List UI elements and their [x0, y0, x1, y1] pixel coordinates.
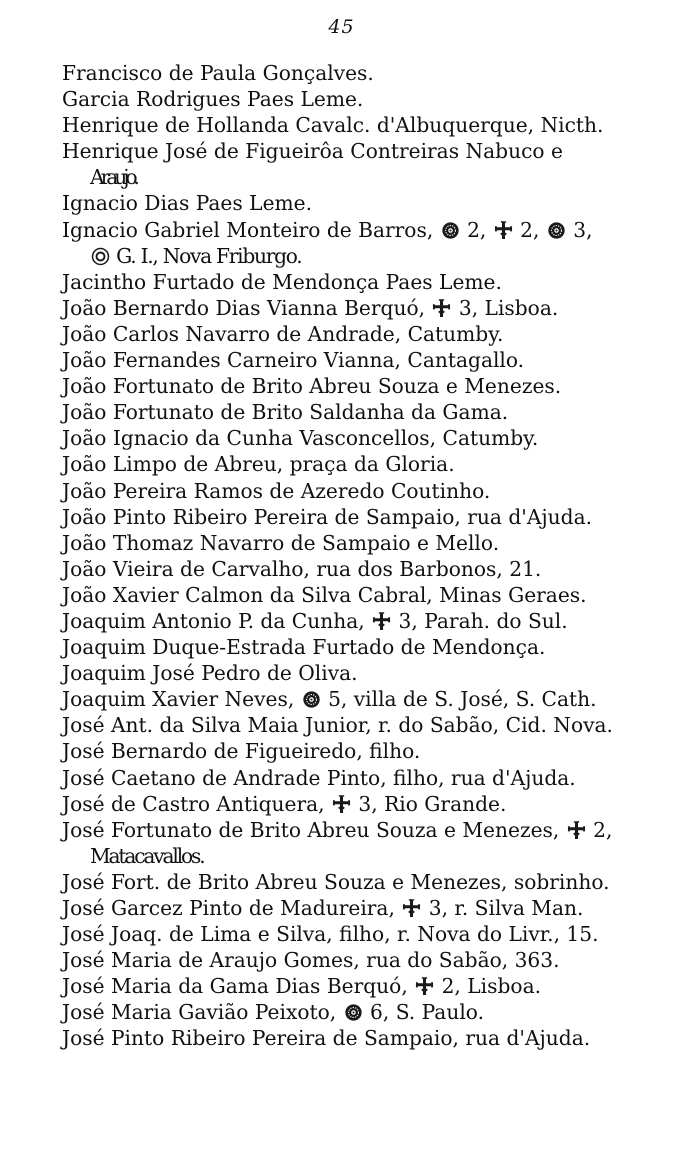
- list-item: [62, 60, 657, 86]
- list-item: [62, 817, 657, 843]
- list-item: [62, 112, 657, 138]
- circle-order-icon: [91, 247, 110, 266]
- entry-text: João Fortunato de Brito Abreu Souza e Menezes.: [62, 374, 562, 399]
- entry-text: 2,: [513, 217, 546, 242]
- list-item: [62, 425, 657, 451]
- entry-text: Joaquim Duque-Estrada Furtado de Mendonça.: [62, 635, 546, 660]
- list-item: [62, 347, 657, 373]
- cross-order-icon: [372, 612, 391, 631]
- entry-text: Araujo.: [90, 165, 136, 190]
- list-item: [62, 530, 657, 556]
- entry-text: Matacavallos.: [90, 843, 204, 868]
- entry-text: 3,: [566, 217, 593, 242]
- entry-text: José Bernardo de Figueiredo, filho.: [62, 739, 421, 764]
- entry-text: G. I., Nova Friburgo.: [111, 243, 302, 268]
- list-item: [62, 582, 657, 608]
- entry-text: José Ant. da Silva Maia Junior, r. do Sabão, Cid. Nova.: [62, 713, 613, 738]
- entry-text: João Pereira Ramos de Azeredo Coutinho.: [62, 478, 491, 503]
- list-item-continuation: [62, 164, 657, 190]
- entry-text: João Fortunato de Brito Saldanha da Gama.: [62, 400, 509, 425]
- list-item: [62, 295, 657, 321]
- entry-text: 2,: [586, 817, 613, 842]
- entry-text: 3, Rio Grande.: [351, 791, 507, 816]
- list-item: [62, 660, 657, 686]
- entry-text: João Carlos Navarro de Andrade, Catumby.: [62, 321, 504, 346]
- cross-order-icon: [567, 821, 586, 840]
- list-item: [62, 765, 657, 791]
- entry-text: João Bernardo Dias Vianna Berquó,: [62, 295, 432, 320]
- entry-text: 6, S. Paulo.: [363, 1000, 485, 1025]
- cross-order-icon: [402, 899, 421, 918]
- list-item: [62, 686, 657, 712]
- list-item: [62, 321, 657, 347]
- entry-text: João Thomaz Navarro de Sampaio e Mello.: [62, 530, 500, 555]
- entry-text: José Garcez Pinto de Madureira,: [62, 896, 402, 920]
- rose-order-icon: [302, 690, 321, 709]
- list-item: [62, 478, 657, 504]
- entry-text: José Maria de Araujo Gomes, rua do Sabão, 363.: [62, 948, 560, 973]
- entry-text: João Fernandes Carneiro Vianna, Cantagallo.: [62, 348, 525, 373]
- entry-text: Henrique de Hollanda Cavalc. d'Albuquerque, Nicth.: [62, 113, 604, 138]
- entry-text: 3, Parah. do Sul.: [392, 608, 568, 633]
- list-item: [62, 373, 657, 399]
- list-item: [62, 712, 657, 738]
- entry-text: Francisco de Paula Gonçalves.: [62, 61, 374, 85]
- list-item: [62, 504, 657, 530]
- entry-text: Joaquim Xavier Neves,: [62, 687, 301, 712]
- entry-text: José de Castro Antiquera,: [62, 791, 331, 816]
- page-number: 45: [328, 16, 355, 38]
- entry-text: Jacintho Furtado de Mendonça Paes Leme.: [62, 269, 502, 294]
- name-list: [62, 60, 657, 1052]
- list-item-continuation: [62, 843, 657, 869]
- list-item: [62, 921, 657, 947]
- list-item: [62, 608, 657, 634]
- entry-text: Joaquim Antonio P. da Cunha,: [62, 608, 372, 633]
- entry-text: 3, r. Silva Man.: [422, 896, 584, 920]
- entry-text: José Fortunato de Brito Abreu Souza e Menezes,: [62, 817, 566, 842]
- list-item: [62, 86, 657, 112]
- list-item: [62, 269, 657, 295]
- entry-text: José Maria da Gama Dias Berquó,: [62, 974, 415, 999]
- entry-text: João Vieira de Carvalho, rua dos Barbonos, 21.: [62, 556, 542, 581]
- list-item: [62, 999, 657, 1025]
- list-item: [62, 973, 657, 999]
- entry-text: 3, Lisboa.: [452, 295, 559, 320]
- entry-text: João Pinto Ribeiro Pereira de Sampaio, rua d'Ajuda.: [62, 504, 593, 529]
- entry-text: Garcia Rodrigues Paes Leme.: [62, 87, 364, 112]
- list-item: [62, 869, 657, 895]
- entry-text: João Xavier Calmon da Silva Cabral, Minas Geraes.: [62, 582, 587, 607]
- rose-order-icon: [441, 221, 460, 240]
- entry-text: João Ignacio da Cunha Vasconcellos, Catumby.: [62, 426, 539, 451]
- entry-text: 2,: [460, 217, 493, 242]
- entry-text: Ignacio Dias Paes Leme.: [62, 191, 313, 216]
- entry-text: José Fort. de Brito Abreu Souza e Menezes, sobrinho.: [62, 869, 610, 894]
- list-item: [62, 791, 657, 817]
- list-item: [62, 738, 657, 764]
- entry-text: José Joaq. de Lima e Silva, filho, r. Nova do Livr., 15.: [62, 922, 599, 947]
- list-item: [62, 895, 657, 921]
- rose-order-icon: [344, 1003, 363, 1022]
- list-item: [62, 399, 657, 425]
- list-item-continuation: [62, 243, 657, 269]
- entry-text: Henrique José de Figueirôa Contreiras Nabuco e: [62, 139, 563, 164]
- list-item: [62, 634, 657, 660]
- entry-text: José Pinto Ribeiro Pereira de Sampaio, rua d'Ajuda.: [62, 1026, 591, 1051]
- list-item: [62, 138, 657, 164]
- entry-text: João Limpo de Abreu, praça da Gloria.: [62, 452, 455, 477]
- list-item: [62, 1025, 657, 1051]
- cross-order-icon: [494, 221, 513, 240]
- entry-text: José Caetano de Andrade Pinto, filho, rua d'Ajuda.: [62, 765, 576, 790]
- list-item: [62, 451, 657, 477]
- entry-text: Joaquim José Pedro de Oliva.: [62, 661, 358, 686]
- list-item: [62, 190, 657, 216]
- rose-order-icon: [547, 221, 566, 240]
- entry-text: 2, Lisboa.: [435, 974, 542, 999]
- list-item: [62, 217, 657, 243]
- cross-order-icon: [415, 977, 434, 996]
- list-item: [62, 556, 657, 582]
- cross-order-icon: [332, 795, 351, 814]
- entry-text: José Maria Gavião Peixoto,: [62, 1000, 343, 1025]
- cross-order-icon: [432, 299, 451, 318]
- list-item: [62, 947, 657, 973]
- entry-text: Ignacio Gabriel Monteiro de Barros,: [62, 217, 440, 242]
- entry-text: 5, villa de S. José, S. Cath.: [321, 687, 597, 712]
